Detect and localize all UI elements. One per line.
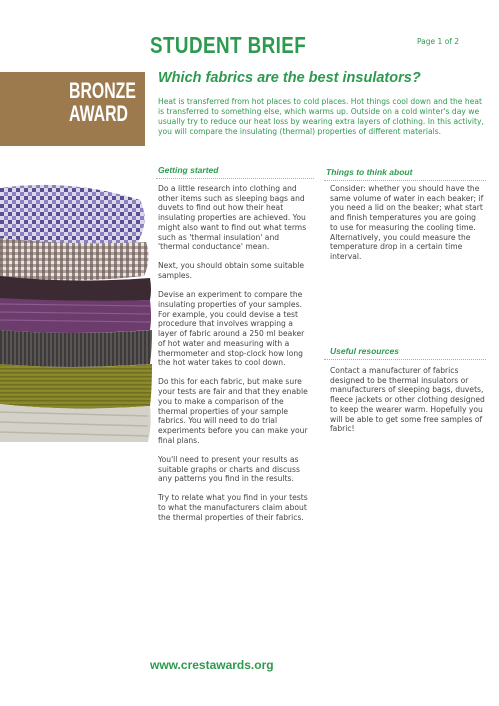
heading-rule: [324, 180, 486, 181]
getting-started-paragraph: Do a little research into clothing and other items such as sleeping bags and duvets to find out how their heat insulating properties are achieved. You might also want to find out what terms such as 'thermal insulation' and 'thermal conductance' mean.: [158, 184, 307, 252]
page-title: STUDENT BRIEF: [150, 32, 307, 58]
getting-started-paragraph: Devise an experiment to compare the insulating properties of your samples. For example, you could devise a test procedure that involves wrapping a layer of fabric around a 250 ml beaker of hot water and measuring with a thermometer and stop-clock how long the hot water takes to cool down.: [158, 290, 305, 368]
getting-started-heading: Getting started: [158, 165, 219, 175]
getting-started-paragraph: Do this for each fabric, but make sure your tests are fair and that they enable you to make a comparison of the thermal properties of your sample fabrics. You will need to do trial experiments before you can make your final plans.: [158, 377, 308, 445]
things-to-think-heading: Things to think about: [326, 167, 413, 177]
heading-rule: [156, 178, 314, 179]
getting-started-paragraph: Try to relate what you find in your tests to what the manufacturers claim about the thermal properties of their fabrics.: [158, 493, 308, 522]
award-line-2: AWARD: [69, 101, 128, 126]
useful-resources-heading: Useful resources: [330, 346, 399, 356]
footer-url[interactable]: www.crestawards.org: [150, 658, 274, 672]
useful-resources-paragraph: Contact a manufacturer of fabrics designed to be thermal insulators or manufacturers of sleeping bags, duvets, fleece jackets or other clothing designed to keep the wearer warm. Hopefully you will be able to get some free samples of fabric!: [330, 366, 485, 434]
intro-paragraph: Heat is transferred from hot places to cold places. Hot things cool down and the heat is transferred to something else, which warms up. Outside on a cold winter's day we usually try to reduce our heat loss by wearing extra layers of clothing. In this activity, you will compare the insulating (thermal) properties of different materials.: [158, 97, 484, 136]
useful-resources-column: [330, 366, 485, 443]
question-heading: Which fabrics are the best insulators?: [158, 70, 421, 86]
page-number: Page 1 of 2: [417, 37, 460, 46]
getting-started-paragraph: Next, you should obtain some suitable samples.: [158, 261, 305, 281]
folded-fabrics-photo: [0, 180, 152, 442]
getting-started-column: [158, 184, 310, 532]
award-label: [69, 78, 136, 126]
getting-started-paragraph: You'll need to present your results as suitable graphs or charts and discuss any patterns you find in the results.: [158, 454, 300, 484]
heading-rule: [324, 359, 486, 360]
things-to-think-paragraph: Consider: whether you should have the same volume of water in each beaker; if you need a lid on the beaker; what start and finish temperatures you are going to use for measuring the cooling time. Alternatively, you could measure the temperature drop in a certain time interval.: [330, 184, 484, 261]
things-to-think-column: [330, 184, 485, 271]
award-line-1: BRONZE: [69, 78, 136, 103]
